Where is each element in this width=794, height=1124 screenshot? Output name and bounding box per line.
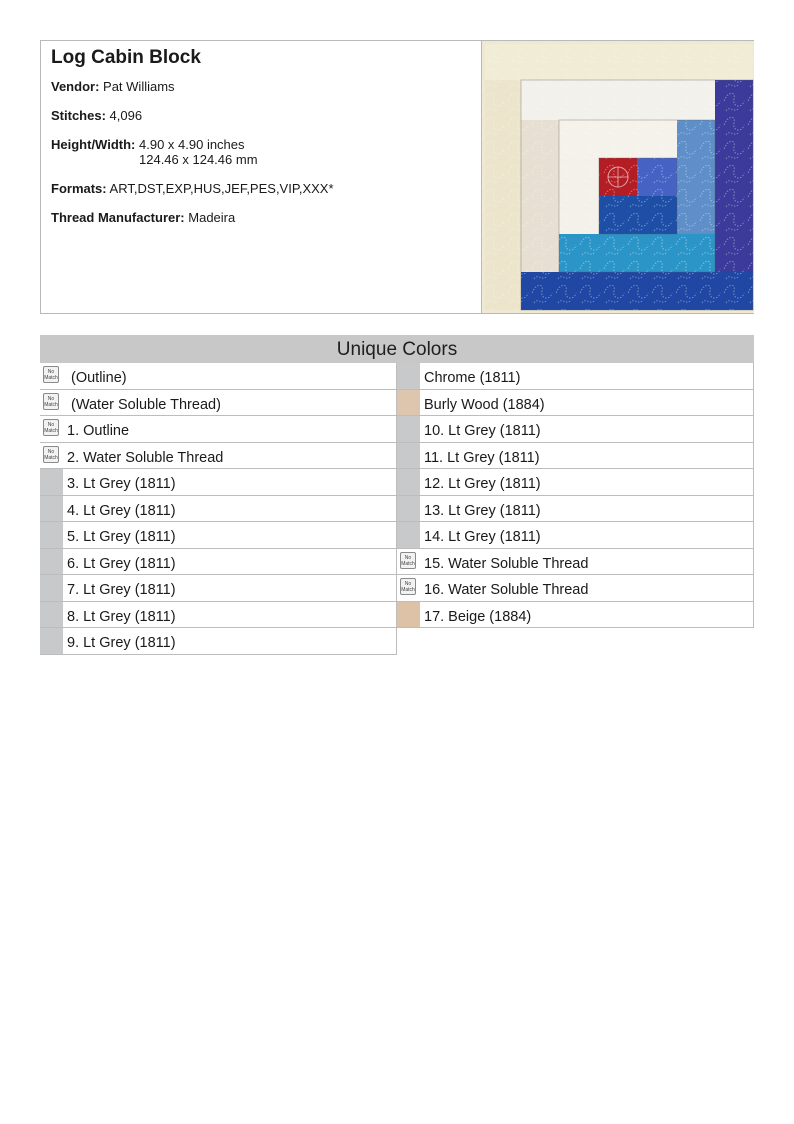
color-label: 15. Water Soluble Thread bbox=[424, 555, 589, 572]
color-row bbox=[397, 443, 754, 470]
stitches-label: Stitches: bbox=[51, 108, 106, 123]
color-swatch bbox=[397, 575, 420, 601]
no-match-icon: No Match bbox=[43, 366, 59, 383]
color-row bbox=[40, 390, 397, 417]
color-row bbox=[397, 602, 754, 629]
color-label: 10. Lt Grey (1811) bbox=[424, 423, 541, 439]
size-values bbox=[139, 137, 258, 167]
color-label: 8. Lt Grey (1811) bbox=[67, 608, 176, 625]
size-inches: 4.90 x 4.90 inches bbox=[139, 137, 245, 152]
design-title: Log Cabin Block bbox=[51, 47, 201, 68]
color-swatch bbox=[397, 549, 420, 575]
color-swatch bbox=[40, 496, 63, 522]
size-mm: 124.46 x 124.46 mm bbox=[139, 152, 258, 167]
color-label: 11. Lt Grey (1811) bbox=[424, 449, 540, 466]
color-swatch bbox=[40, 602, 63, 628]
no-match-icon: No Match bbox=[43, 393, 59, 410]
color-label: 17. Beige (1884) bbox=[424, 608, 532, 625]
color-row bbox=[40, 602, 397, 629]
color-swatch bbox=[40, 628, 63, 654]
no-match-icon: No Match bbox=[43, 419, 59, 436]
color-swatch bbox=[40, 416, 63, 442]
color-row bbox=[397, 522, 754, 549]
color-row bbox=[40, 549, 397, 576]
color-row bbox=[40, 416, 397, 443]
color-swatch bbox=[397, 363, 420, 389]
color-row bbox=[40, 496, 397, 523]
design-info-panel bbox=[40, 40, 754, 314]
color-row bbox=[397, 549, 754, 576]
color-row bbox=[40, 575, 397, 602]
colors-left-column bbox=[40, 363, 397, 655]
color-label: 12. Lt Grey (1811) bbox=[424, 476, 541, 492]
color-label: Burly Wood (1884) bbox=[424, 396, 545, 413]
color-label: 16. Water Soluble Thread bbox=[424, 582, 589, 598]
color-swatch bbox=[40, 469, 63, 495]
color-label: (Outline) bbox=[71, 370, 127, 386]
color-row bbox=[40, 522, 397, 549]
design-preview-image bbox=[481, 41, 754, 313]
color-row bbox=[397, 363, 754, 390]
size-label: Height/Width: bbox=[51, 137, 136, 152]
color-swatch bbox=[40, 363, 63, 389]
color-swatch bbox=[40, 522, 63, 548]
formats-label: Formats: bbox=[51, 181, 107, 196]
size-field bbox=[51, 137, 471, 167]
color-label: 2. Water Soluble Thread bbox=[67, 449, 224, 466]
no-match-icon: No Match bbox=[43, 446, 59, 463]
log-cabin-quilt-image bbox=[482, 41, 754, 313]
thread-field bbox=[51, 210, 471, 225]
color-swatch bbox=[397, 469, 420, 495]
formats-value: ART,DST,EXP,HUS,JEF,PES,VIP,XXX* bbox=[109, 181, 334, 196]
color-row bbox=[40, 443, 397, 470]
color-swatch bbox=[397, 390, 420, 416]
color-label: 7. Lt Grey (1811) bbox=[67, 582, 176, 598]
color-label: 5. Lt Grey (1811) bbox=[67, 529, 176, 545]
vendor-label: Vendor: bbox=[51, 79, 100, 94]
color-row bbox=[40, 363, 397, 390]
unique-colors-title: Unique Colors bbox=[40, 335, 754, 363]
color-row bbox=[40, 469, 397, 496]
color-row bbox=[397, 390, 754, 417]
formats-field bbox=[51, 181, 471, 196]
color-label: (Water Soluble Thread) bbox=[71, 396, 221, 413]
color-row bbox=[397, 416, 754, 443]
design-details bbox=[51, 47, 471, 239]
no-match-icon: No Match bbox=[400, 578, 416, 595]
color-row bbox=[397, 575, 754, 602]
colors-right-column bbox=[397, 363, 754, 628]
color-row bbox=[40, 628, 397, 655]
color-label: Chrome (1811) bbox=[424, 370, 521, 386]
color-label: 1. Outline bbox=[67, 423, 130, 439]
thread-label: Thread Manufacturer: bbox=[51, 210, 185, 225]
color-label: 3. Lt Grey (1811) bbox=[67, 476, 176, 492]
color-swatch bbox=[40, 549, 63, 575]
vendor-value: Pat Williams bbox=[103, 79, 175, 94]
color-row bbox=[397, 469, 754, 496]
no-match-icon: No Match bbox=[400, 552, 416, 569]
color-swatch bbox=[397, 602, 420, 628]
color-swatch bbox=[397, 443, 420, 469]
color-label: 6. Lt Grey (1811) bbox=[67, 555, 176, 572]
thread-value: Madeira bbox=[188, 210, 236, 225]
vendor-field bbox=[51, 79, 471, 94]
color-label: 13. Lt Grey (1811) bbox=[424, 502, 541, 519]
stitches-field bbox=[51, 108, 471, 123]
color-swatch bbox=[397, 496, 420, 522]
color-label: 14. Lt Grey (1811) bbox=[424, 529, 541, 545]
color-label: 4. Lt Grey (1811) bbox=[67, 502, 176, 519]
stitches-value: 4,096 bbox=[109, 108, 143, 123]
unique-colors-table bbox=[40, 335, 754, 651]
color-swatch bbox=[40, 443, 63, 469]
color-label: 9. Lt Grey (1811) bbox=[67, 635, 176, 651]
color-swatch bbox=[40, 390, 63, 416]
color-swatch bbox=[397, 416, 420, 442]
color-swatch bbox=[40, 575, 63, 601]
color-swatch bbox=[397, 522, 420, 548]
color-row bbox=[397, 496, 754, 523]
